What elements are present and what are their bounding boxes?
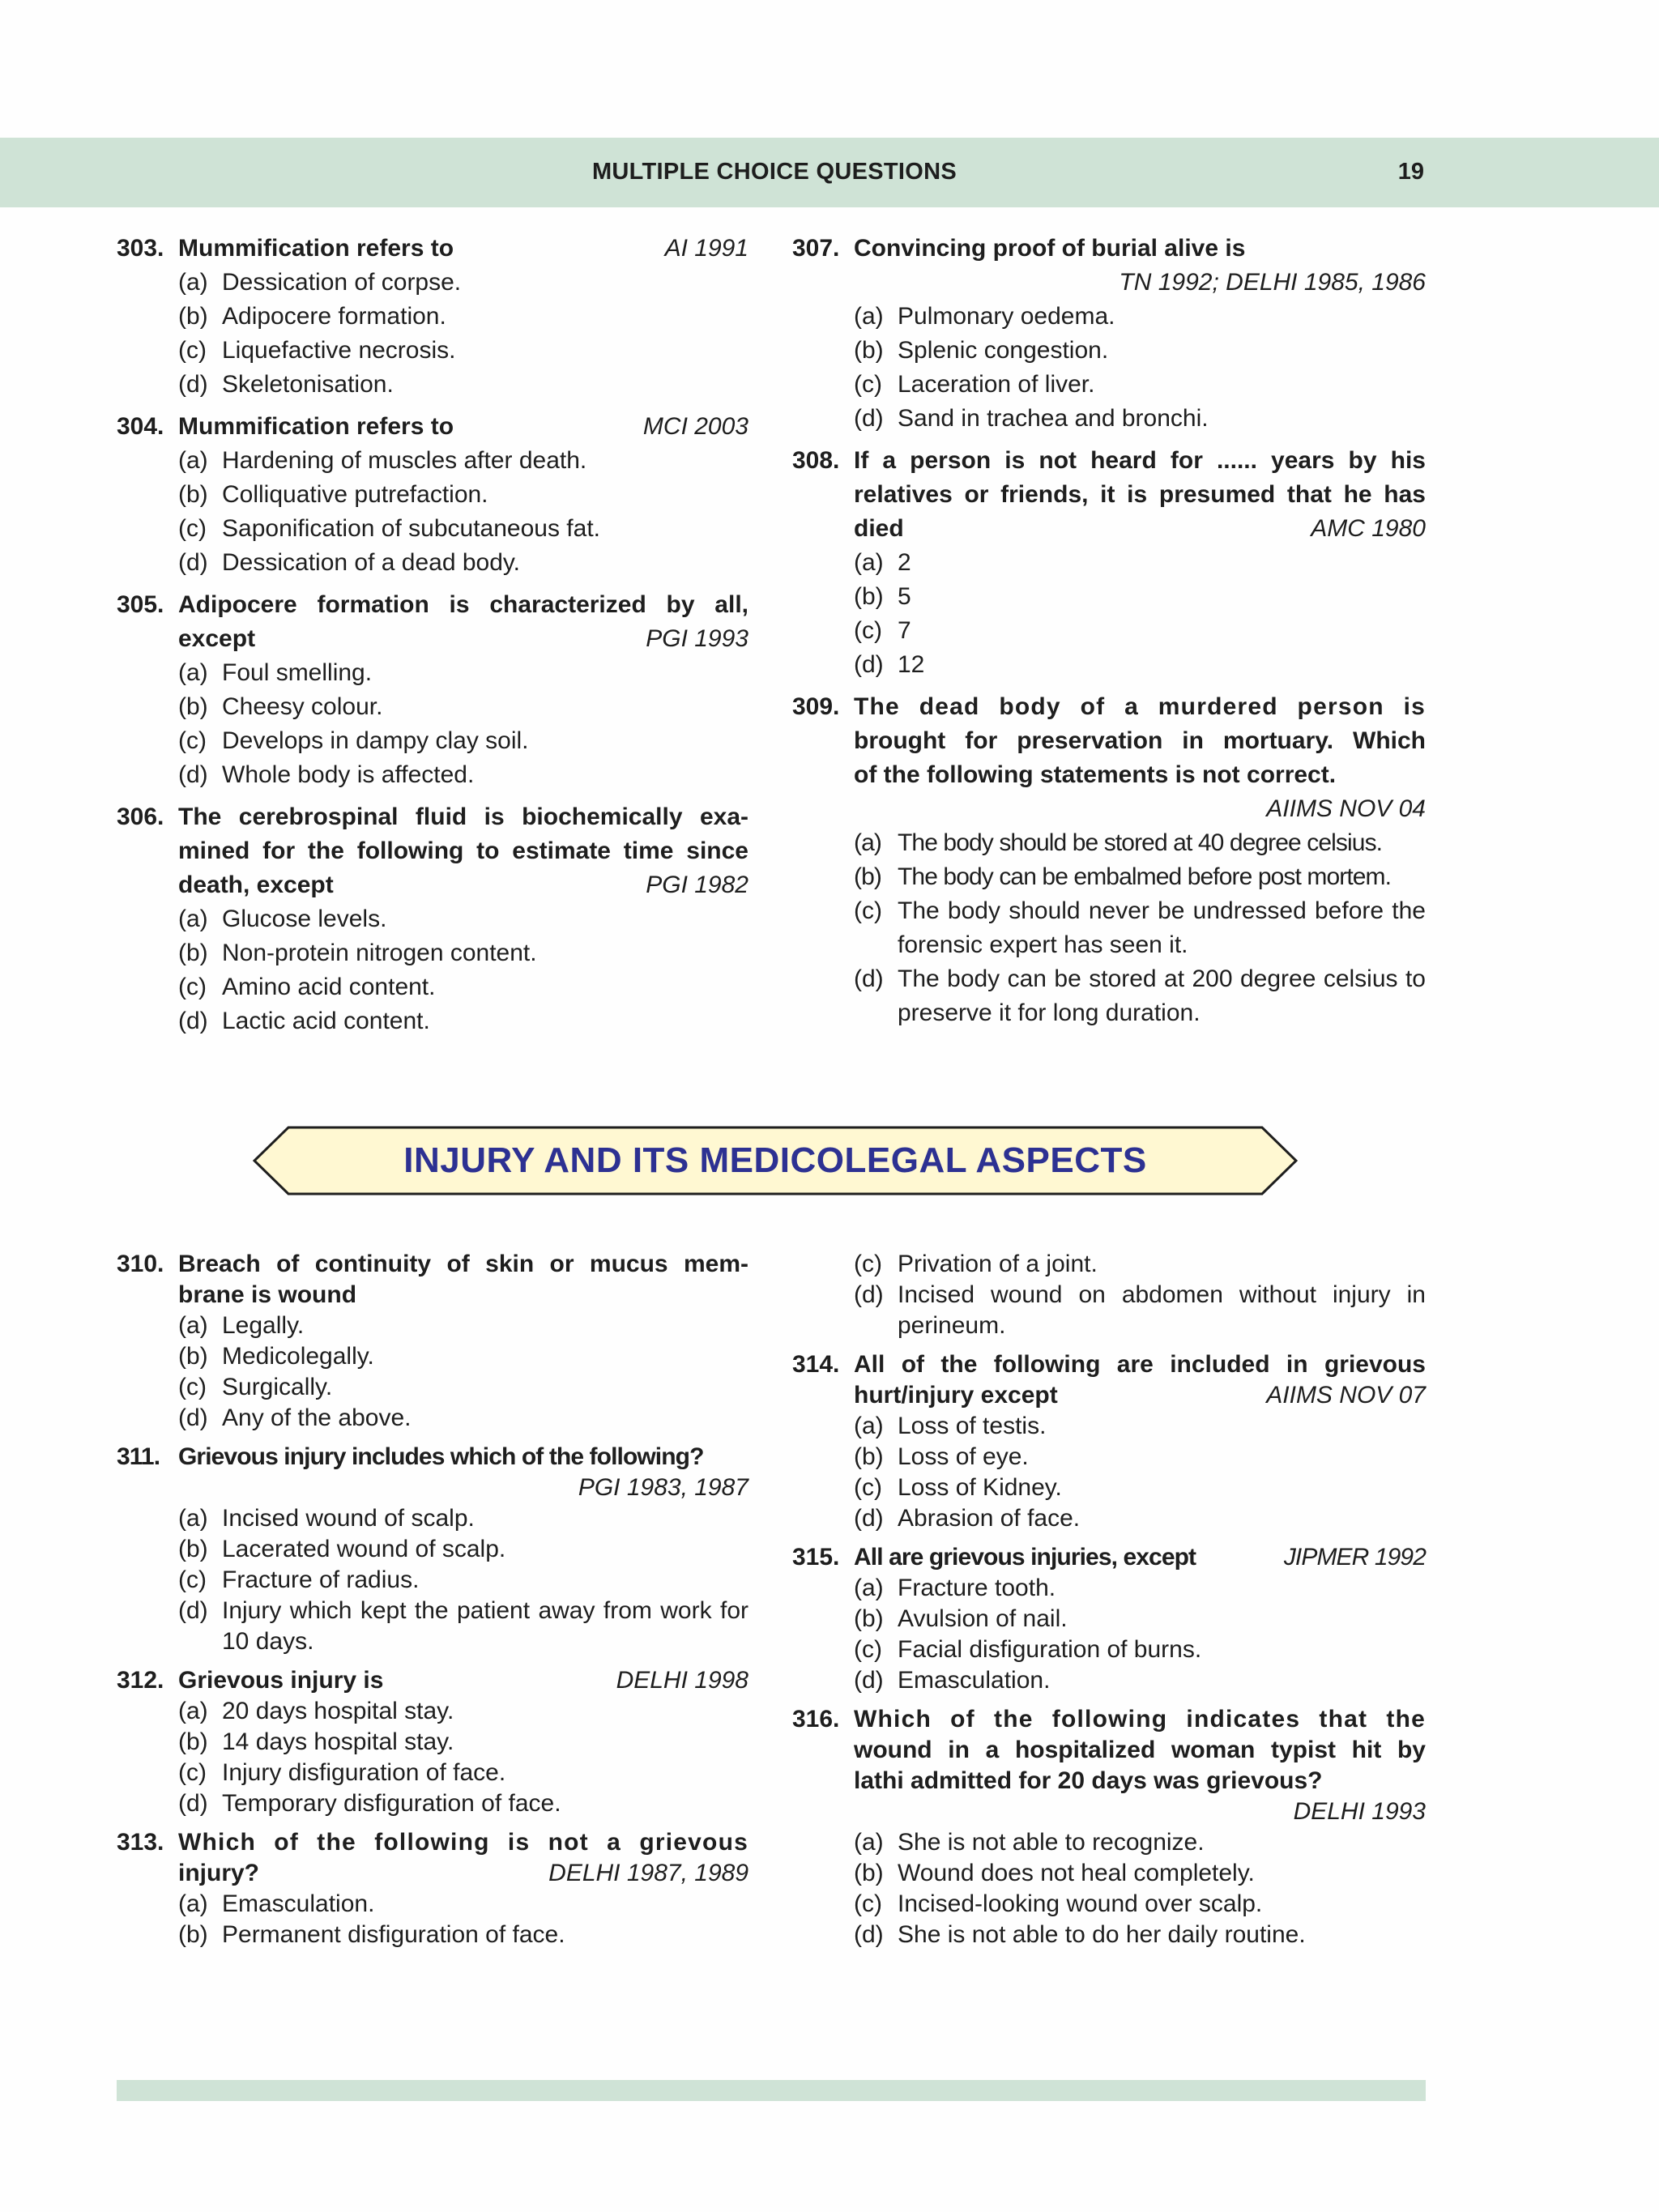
running-header-title: MULTIPLE CHOICE QUESTIONS [591, 159, 957, 185]
question-text-line: relatives or friends, it is presumed that he has [854, 481, 1426, 508]
question-text: Mummification refers to [178, 413, 454, 440]
option-a: (a) Glucose levels. [178, 906, 387, 932]
question-stem [117, 588, 748, 656]
question-number: 316. [792, 1706, 840, 1733]
question-stem [792, 1704, 1426, 1796]
question-304 [117, 410, 748, 580]
question-text: All are grievous injuries, except [854, 1544, 1196, 1571]
question-text: Grievous injury is [178, 1667, 384, 1694]
option-d: (d) 12 [854, 651, 925, 678]
question-number: 310. [117, 1251, 164, 1277]
question-stem [117, 232, 748, 266]
question-306 [117, 800, 748, 1038]
option-d: (d) Temporary disfiguration of face. [178, 1790, 561, 1817]
option-a: (a) The body should be stored at 40 degree celsius. [854, 829, 1383, 856]
right-column-section-1 [792, 232, 1426, 1038]
option-b: (b) Colliquative putrefaction. [178, 481, 488, 508]
option-b: (b) Non-protein nitrogen content. [178, 940, 537, 966]
option-b: (b) Lacerated wound of scalp. [178, 1536, 506, 1562]
question-stem [117, 1827, 748, 1889]
question-text-line: brought for preservation in mortuary. Which [854, 727, 1426, 754]
option-a: (a) Pulmonary oedema. [854, 303, 1115, 330]
question-text-line: death, except [178, 872, 334, 898]
question-stem [117, 410, 748, 444]
section-title: INJURY AND ITS MEDICOLEGAL ASPECTS [403, 1140, 1147, 1180]
exam-source: PGI 1983, 1987 [578, 1474, 748, 1501]
exam-source: TN 1992; DELHI 1985, 1986 [1119, 269, 1426, 296]
option-b: (b) Wound does not heal completely. [854, 1860, 1255, 1886]
question-314 [792, 1349, 1426, 1534]
option-c: (c) Fracture of radius. [178, 1566, 420, 1593]
question-number: 311. [117, 1443, 160, 1470]
option-b: (b) Medicolegally. [178, 1343, 374, 1370]
option-a: (a) Foul smelling. [178, 659, 373, 686]
exam-source: JIPMER 1992 [1283, 1544, 1426, 1571]
option-a: (a) Emasculation. [178, 1890, 375, 1917]
exam-source: AI 1991 [664, 235, 748, 262]
footer-band [117, 2080, 1426, 2101]
question-text-line: except [178, 625, 256, 652]
exam-source: PGI 1993 [646, 625, 748, 652]
option-c: (c) Facial disfiguration of burns. [854, 1636, 1202, 1663]
question-number: 305. [117, 591, 164, 618]
option-d: (d) Emasculation. [854, 1667, 1051, 1694]
question-number: 307. [792, 235, 840, 262]
question-307 [792, 232, 1426, 436]
question-number: 309. [792, 693, 840, 720]
question-text-line: wound in a hospitalized woman typist hit by [854, 1737, 1426, 1763]
right-column-section-2 [792, 1249, 1426, 1958]
question-number: 315. [792, 1544, 840, 1571]
question-text-line: If a person is not heard for ...... years by his [854, 447, 1426, 474]
option-a: (a) Hardening of muscles after death. [178, 447, 587, 474]
question-text-line: The cerebrospinal fluid is biochemically exa- [178, 803, 748, 830]
option-c: (c) Amino acid content. [178, 974, 436, 1000]
option-a: (a) Loss of testis. [854, 1413, 1047, 1439]
section-banner [253, 1126, 1298, 1196]
option-c: (c) Liquefactive necrosis. [178, 337, 456, 364]
option-b: (b) 5 [854, 583, 911, 610]
option-c: (c) Privation of a joint. [854, 1251, 1098, 1277]
question-309 [792, 690, 1426, 1030]
option-d: (d) Abrasion of face. [854, 1505, 1081, 1532]
option-a: (a) Dessication of corpse. [178, 269, 462, 296]
exam-source: AIIMS NOV 04 [1266, 795, 1426, 822]
question-text-line: The dead body of a murdered person is [854, 693, 1426, 720]
question-316 [792, 1704, 1426, 1950]
question-text-line: Which of the following is not a grievous [178, 1829, 748, 1856]
left-column-section-1 [117, 232, 748, 1046]
option-b: (b) Avulsion of nail. [854, 1605, 1068, 1632]
option-a: (a) She is not able to recognize. [854, 1829, 1205, 1856]
option-c: (c) Incised-looking wound over scalp. [854, 1890, 1263, 1917]
question-312 [117, 1665, 748, 1819]
exam-source: MCI 2003 [642, 413, 748, 440]
question-311 [117, 1442, 748, 1657]
question-303 [117, 232, 748, 402]
question-number: 308. [792, 447, 840, 474]
option-d: (d) Skeletonisation. [178, 371, 394, 398]
question-number: 306. [117, 803, 164, 830]
option-c: (c) Laceration of liver. [854, 371, 1095, 398]
question-stem [117, 1249, 748, 1311]
question-305 [117, 588, 748, 792]
question-text-line: lathi admitted for 20 days was grievous? [854, 1767, 1323, 1794]
option-d: (d) Injury which kept the patient away from work for 10 days. [178, 1597, 748, 1655]
question-number: 312. [117, 1667, 164, 1694]
option-c: (c) Injury disfiguration of face. [178, 1759, 506, 1786]
question-stem [117, 800, 748, 902]
question-text-line: Adipocere formation is characterized by all, [178, 591, 748, 618]
option-c: (c) Saponification of subcutaneous fat. [178, 515, 600, 542]
exam-source: AIIMS NOV 07 [1266, 1382, 1426, 1409]
option-d: (d) Any of the above. [178, 1404, 412, 1431]
option-a: (a) 20 days hospital stay. [178, 1698, 454, 1724]
exam-source: AMC 1980 [1311, 515, 1426, 542]
option-d: (d) She is not able to do her daily routine. [854, 1921, 1306, 1948]
option-a: (a) 2 [854, 549, 911, 576]
question-number: 314. [792, 1351, 840, 1378]
option-c: (c) Develops in dampy clay soil. [178, 727, 529, 754]
question-number: 313. [117, 1829, 164, 1856]
exam-source: PGI 1982 [646, 872, 748, 898]
option-a: (a) Incised wound of scalp. [178, 1505, 475, 1532]
option-b: (b) Loss of eye. [854, 1443, 1029, 1470]
option-a: (a) Fracture tooth. [854, 1575, 1056, 1601]
option-b: (b) Splenic congestion. [854, 337, 1109, 364]
question-313-continued [792, 1249, 1426, 1341]
question-text-line: mined for the following to estimate time since [178, 837, 748, 864]
option-b: (b) Permanent disfiguration of face. [178, 1921, 565, 1948]
option-a: (a) Legally. [178, 1312, 305, 1339]
question-stem [792, 232, 1426, 266]
exam-source: DELHI 1987, 1989 [548, 1860, 748, 1886]
question-text-line: died [854, 515, 904, 542]
exam-source: DELHI 1993 [1293, 1798, 1426, 1825]
exam-source: DELHI 1998 [616, 1667, 748, 1694]
option-d: (d) Whole body is affected. [178, 761, 475, 788]
question-310 [117, 1249, 748, 1434]
question-text: Breach of continuity of skin or mucus mem- brane is wound [178, 1251, 748, 1308]
page-number: 19 [1397, 159, 1424, 185]
question-number: 304. [117, 413, 164, 440]
option-b: (b) Cheesy colour. [178, 693, 383, 720]
question-text-line: of the following statements is not correct. [854, 761, 1337, 788]
question-text-line: Which of the following indicates that the [854, 1706, 1426, 1733]
option-c: (c) The body should never be undressed before the forensic expert has seen it. [854, 897, 1426, 958]
question-313 [117, 1827, 748, 1950]
question-text-line: injury? [178, 1860, 260, 1886]
option-b: (b) Adipocere formation. [178, 303, 446, 330]
option-c: (c) Loss of Kidney. [854, 1474, 1062, 1501]
option-b: (b) The body can be embalmed before post mortem. [854, 863, 1392, 890]
option-d: (d) Dessication of a dead body. [178, 549, 521, 576]
question-315 [792, 1542, 1426, 1696]
question-text: Grievous injury includes which of the following? [178, 1443, 704, 1470]
question-number: 303. [117, 235, 164, 262]
question-stem [792, 1349, 1426, 1411]
option-d: (d) Incised wound on abdomen without injury in perineum. [854, 1281, 1426, 1339]
question-stem [792, 1542, 1426, 1573]
option-b: (b) 14 days hospital stay. [178, 1728, 454, 1755]
question-308 [792, 444, 1426, 682]
question-stem [792, 444, 1426, 546]
option-c: (c) 7 [854, 617, 911, 644]
question-stem [117, 1442, 748, 1473]
question-text: Convincing proof of burial alive is [854, 235, 1246, 262]
question-text: Mummification refers to [178, 235, 454, 262]
option-d: (d) The body can be stored at 200 degree celsius to preserve it for long duration. [854, 965, 1426, 1026]
question-stem [117, 1665, 748, 1696]
left-column-section-2 [117, 1249, 748, 1958]
question-text-line: All of the following are included in grievous [854, 1351, 1426, 1378]
option-d: (d) Lactic acid content. [178, 1008, 430, 1034]
option-c: (c) Surgically. [178, 1374, 333, 1400]
option-d: (d) Sand in trachea and bronchi. [854, 405, 1209, 432]
question-text-line: hurt/injury except [854, 1382, 1058, 1409]
question-stem [792, 690, 1426, 792]
